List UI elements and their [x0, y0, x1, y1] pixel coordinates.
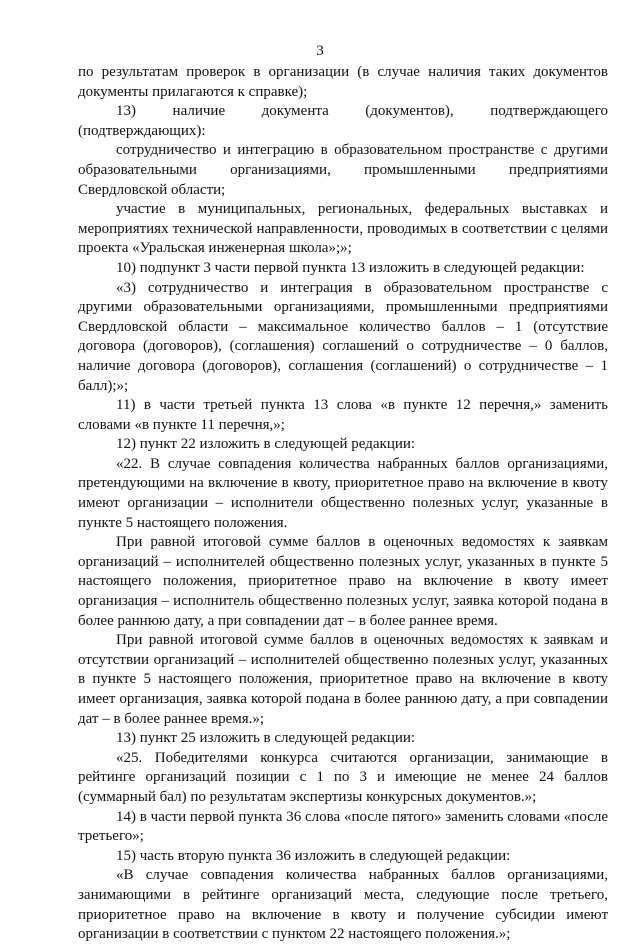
paragraph: «25. Победителями конкурса считаются организации, занимающие в рейтинге организаций позиции с 1 по 3 и имеющие не менее 24 баллов (суммарный бал) по результатам экспертизы конкурсных документов.»; [78, 749, 608, 805]
paragraph: по результатам проверок в организации (в случае наличия таких документов документы прилагаются к справке); [78, 64, 608, 100]
paragraph: «22. В случае совпадения количества набранных баллов организациями, претендующими на включение в квоту, приоритетное право на включение в квоту имеют организации – исполнители общественно полезных услуг, указанные в пункте 5 настоящего положения. [78, 455, 608, 531]
paragraph: 13) наличие документа (документов), подтверждающего (подтверждающих): [78, 103, 608, 139]
paragraph: 15) часть вторую пункта 36 изложить в следующей редакции: [116, 847, 511, 864]
page-number: 3 [316, 43, 324, 59]
paragraph: участие в муниципальных, региональных, федеральных выставках и мероприятиях технической направленности, проводимых в соответствии с целями проекта «Уральская инженерная школа»;»; [78, 201, 608, 257]
paragraph: При равной итоговой сумме баллов в оценочных ведомостях к заявкам и отсутствии организаций – исполнителей общественно полезных услуг, указанных в пункте 5 настоящего положения, приоритетное право на включение в квоту имеет организация, заявка которой подана в более раннюю дату, а при совпадении дат – в более раннее время.»; [78, 632, 608, 727]
paragraph: При равной итоговой сумме баллов в оценочных ведомостях к заявкам организаций – исполнителей общественно полезных услуг, указанных в пункте 5 настоящего положения, приоритетное право на включение в квоту имеет организация – исполнитель общественно полезных услуг, заявка которой подана в более раннюю дату, а при совпадении дат – в более раннее время. [78, 534, 608, 629]
paragraph: 13) пункт 25 изложить в следующей редакции: [116, 730, 416, 747]
paragraph: 12) пункт 22 изложить в следующей редакции: [116, 436, 416, 453]
paragraph: сотрудничество и интеграцию в образовательном пространстве с другими образовательными организациями, промышленными предприятиями Свердловской области; [78, 142, 608, 198]
paragraph: 14) в части первой пункта 36 слова «после пятого» заменить словами «после третьего»; [78, 808, 608, 845]
paragraph: 10) подпункт 3 части первой пункта 13 изложить в следующей редакции: [116, 259, 585, 276]
paragraph: «3) сотрудничество и интеграция в образовательном пространстве с другими образовательными организациями, промышленными предприятиями Свердловской области – максимальное количество баллов – 1 (отсутствие договора (договоров), (соглашения) соглашений о сотрудничестве – 0 баллов, наличие договора (договоров), соглашения (соглашений) о сотрудничестве – 1 балл);»; [78, 279, 608, 394]
paragraph: 11) в части третьей пункта 13 слова «в пункте 12 перечня,» заменить словами «в пункте 11 перечня,»; [78, 397, 608, 433]
paragraph: «В случае совпадения количества набранных баллов организациями, занимающими в рейтинге организаций места, следующие после третьего, приоритетное право на включение в квоту и получение субсидии имеют организации в соответствии с пунктом 22 настоящего положения.»; [78, 867, 608, 943]
document-body [78, 63, 608, 945]
